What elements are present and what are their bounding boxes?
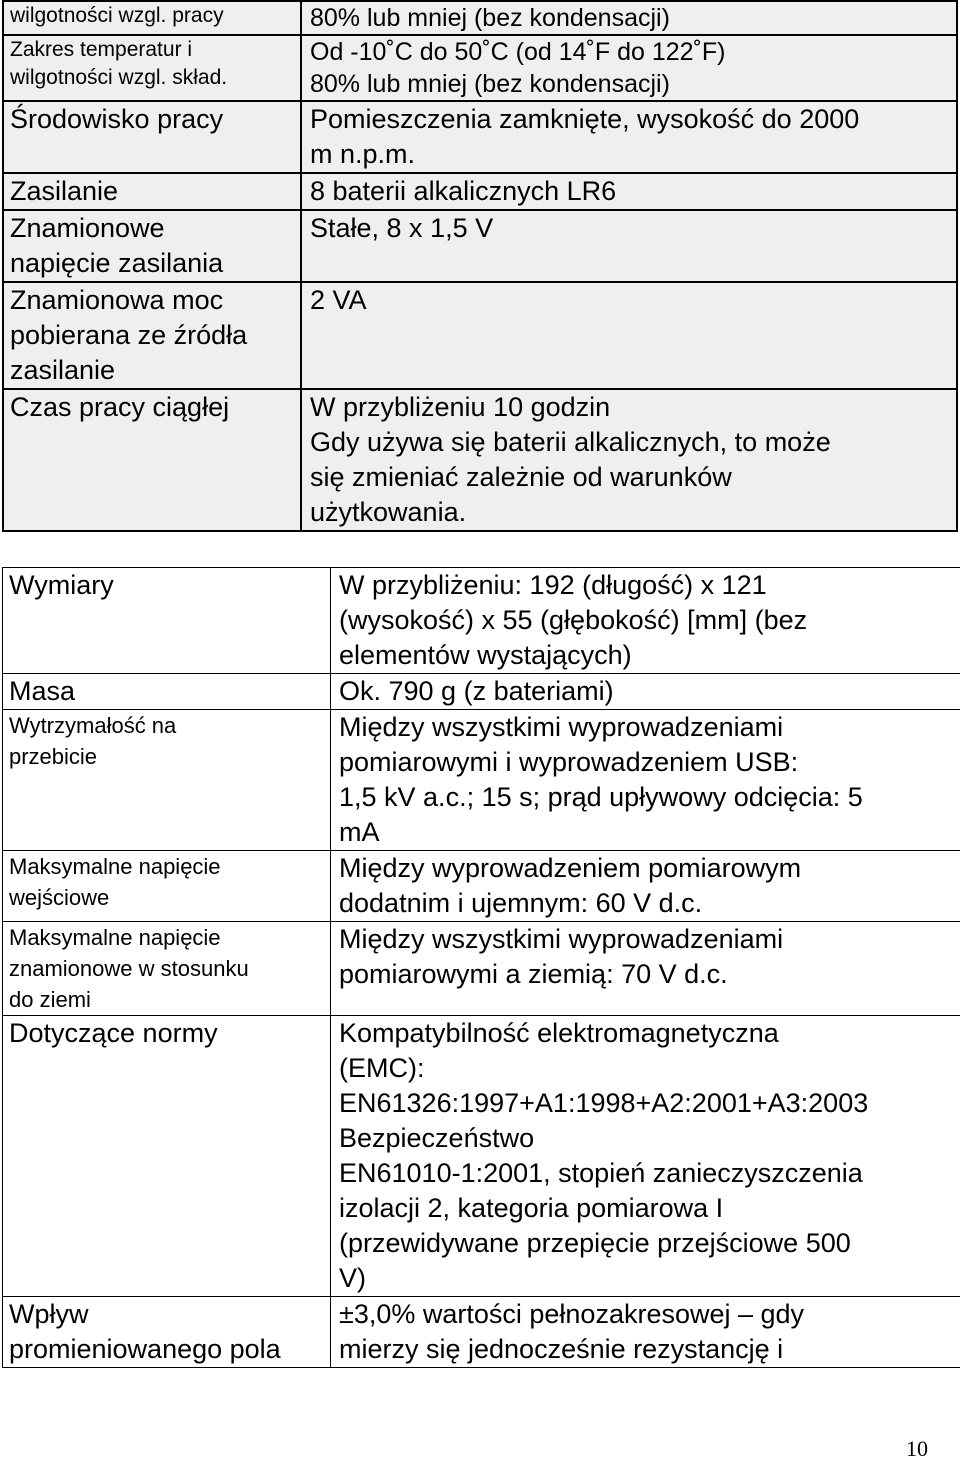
spec-value: ±3,0% wartości pełnozakresowej – gdy mierzy się jednocześnie rezystancję i xyxy=(331,1297,960,1368)
spec-row xyxy=(3,1,957,35)
spec-row xyxy=(3,568,960,674)
spec-value: 8 baterii alkalicznych LR6 xyxy=(301,173,957,210)
spec-row xyxy=(3,922,960,1016)
spec-label: Wymiary xyxy=(3,568,331,674)
spec-row xyxy=(3,173,957,210)
spec-value: 80% lub mniej (bez kondensacji) xyxy=(301,1,957,35)
spec-row xyxy=(3,282,957,389)
spec-label: Wpływ promieniowanego pola xyxy=(3,1297,331,1368)
spec-row xyxy=(3,101,957,173)
spec-label: wilgotności wzgl. pracy xyxy=(3,1,301,35)
spec-label: Zakres temperatur i wilgotności wzgl. skład. xyxy=(3,35,301,101)
spec-row xyxy=(3,710,960,851)
spec-label: Czas pracy ciągłej xyxy=(3,389,301,531)
spec-label: Masa xyxy=(3,674,331,710)
spec-row xyxy=(3,1016,960,1297)
spec-value: Między wszystkimi wyprowadzeniami pomiarowymi a ziemią: 70 V d.c. xyxy=(331,922,960,1016)
spec-value: Między wyprowadzeniem pomiarowym dodatnim i ujemnym: 60 V d.c. xyxy=(331,851,960,922)
spec-value: Ok. 790 g (z bateriami) xyxy=(331,674,960,710)
spec-label: Znamionowe napięcie zasilania xyxy=(3,210,301,282)
spec-value: W przybliżeniu 10 godzin Gdy używa się baterii alkalicznych, to może się zmieniać zależnie od warunków użytkowania. xyxy=(301,389,957,531)
spec-value: Od -10˚C do 50˚C (od 14˚F do 122˚F) 80% lub mniej (bez kondensacji) xyxy=(301,35,957,101)
spec-value: Stałe, 8 x 1,5 V xyxy=(301,210,957,282)
spec-label: Środowisko pracy xyxy=(3,101,301,173)
spec-value: Kompatybilność elektromagnetyczna (EMC): EN61326:1997+A1:1998+A2:2001+A3:2003 Bezpieczeństwo EN61010-1:2001, stopień zanieczyszczenia izolacji 2, kategoria pomiarowa I (przewidywane przepięcie przejściowe 500 V) xyxy=(331,1016,960,1297)
spec-value: W przybliżeniu: 192 (długość) x 121 (wysokość) x 55 (głębokość) [mm] (bez elementów wystających) xyxy=(331,568,960,674)
page-number: 10 xyxy=(906,1436,928,1461)
spec-label: Maksymalne napięcie znamionowe w stosunku do ziemi xyxy=(3,922,331,1016)
spec-value: 2 VA xyxy=(301,282,957,389)
spec-row xyxy=(3,851,960,922)
spec-label: Dotyczące normy xyxy=(3,1016,331,1297)
spec-row xyxy=(3,210,957,282)
spec-label: Maksymalne napięcie wejściowe xyxy=(3,851,331,922)
spec-value: Między wszystkimi wyprowadzeniami pomiarowymi i wyprowadzeniem USB: 1,5 kV a.c.; 15 s; prąd upływowy odcięcia: 5 mA xyxy=(331,710,960,851)
spec-row xyxy=(3,389,957,531)
spec-row xyxy=(3,674,960,710)
spec-label: Zasilanie xyxy=(3,173,301,210)
spec-row xyxy=(3,35,957,101)
spec-table-bottom xyxy=(2,567,960,1368)
spec-label: Znamionowa moc pobierana ze źródła zasilanie xyxy=(3,282,301,389)
spec-row xyxy=(3,1297,960,1368)
spec-table-top xyxy=(2,0,958,532)
spec-label: Wytrzymałość na przebicie xyxy=(3,710,331,851)
spec-value: Pomieszczenia zamknięte, wysokość do 2000 m n.p.m. xyxy=(301,101,957,173)
